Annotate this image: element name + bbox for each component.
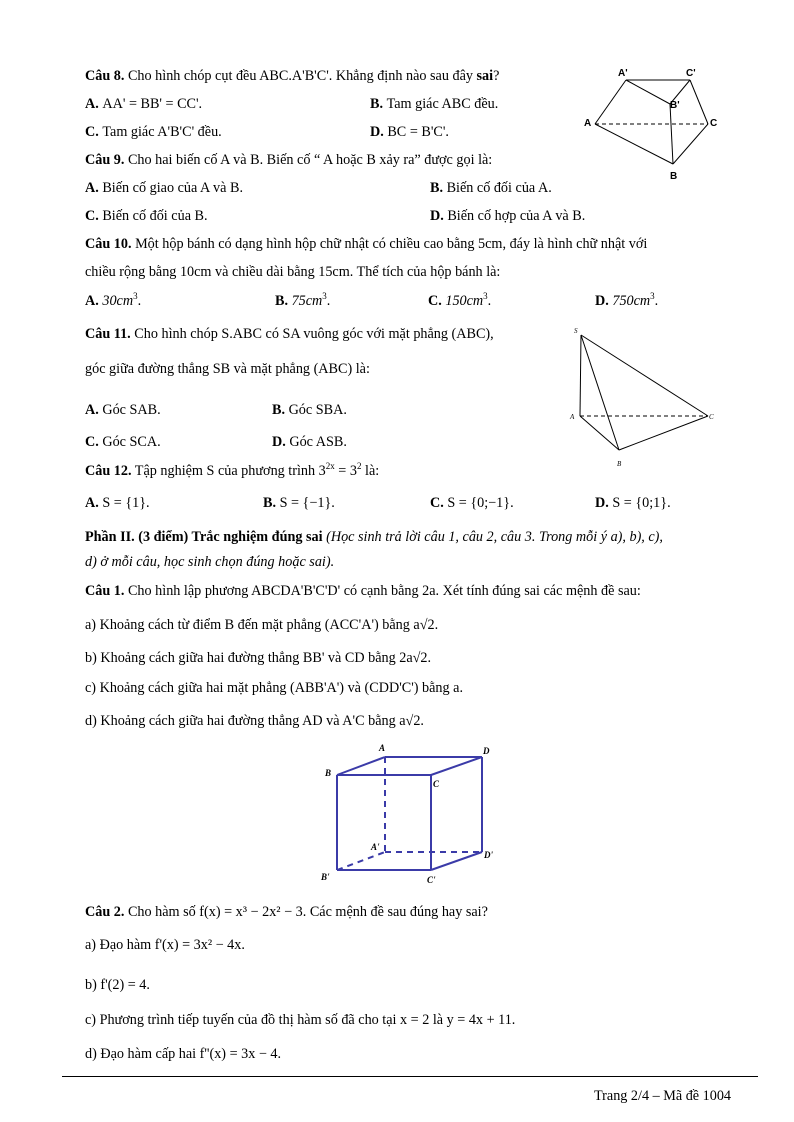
q10-c-text: 150cm [445,293,484,309]
cube-label-c1: C' [427,875,436,885]
q9-option-d: D. Biến cố hợp của A và B. [430,208,586,224]
q9-stem [85,151,492,169]
q10-option-a: A. $30cm^3$. [85,291,142,309]
pyramid-figure [565,323,725,471]
part2-note2: d) ở mỗi câu, học sinh chọn đúng hoặc sai). [85,554,335,570]
q8-a-text: AA' = BB' = CC'. [102,96,203,112]
q12-option-b: B. S = {−1}. [263,495,335,511]
cube-label-d1: D' [484,850,493,860]
frustum-label-a1: A' [618,68,628,79]
q11-stem-line2: góc giữa đường thẳng SB và mặt phẳng (ABC) là: [85,361,370,377]
q12-option-c: C. S = {0;−1}. [430,495,514,511]
pyramid-label-b: B [617,460,622,468]
q10-a-text: 30cm [102,293,134,309]
q12-option-d: D. S = {0;1}. [595,495,671,511]
q11-option-c: C. Góc SCA. [85,434,161,450]
q12-option-a: A. S = {1}. [85,495,150,511]
q11-text1: Cho hình chóp S.ABC có SA vuông góc với mặt phẳng (ABC), [130,326,494,342]
p1-item-b: b) Khoảng cách giữa hai đường thẳng BB' và CD bằng 2a√2. [85,650,432,666]
q12-exp2: 2 [356,461,362,471]
frustum-figure [580,62,730,187]
p2-item-c: c) Phương trình tiếp tuyến của đồ thị hàm số đã cho tại x = 2 là y = 4x + 11. [85,1012,516,1028]
q12-a-text: S = {1}. [102,495,150,511]
footer-page-info: Trang 2/4 – Mã đề 1004 [594,1088,732,1104]
frustum-label-b: B [670,171,678,182]
q9-option-b: B. Biến cố đối của A. [430,180,552,196]
p2-item-a: a) Đạo hàm f'(x) = 3x² − 4x. [85,937,245,953]
cube-label-a: A [379,743,386,753]
q9-d-text: Biến cố hợp của A và B. [447,208,586,224]
p1-stem [85,582,641,600]
q8-qmark: ? [493,68,500,84]
q9-a-text: Biến cố giao của A và B. [102,180,244,196]
cube-label-a1: A' [371,842,380,852]
q12-text-c: là: [361,463,380,479]
p1-item-c: c) Khoảng cách giữa hai mặt phẳng (ABB'A') và (CDD'C') bằng a. [85,680,464,696]
q11-option-a: A. Góc SAB. [85,402,161,418]
pyramid-svg [565,323,725,471]
frustum-label-c: C [710,118,718,129]
cube-label-b1: B' [321,872,330,882]
q8-title: Câu 8. [85,68,125,84]
q9-title: Câu 9. [85,152,125,168]
frustum-label-a: A [584,118,592,129]
frustum-label-c1: C' [686,68,696,79]
q11-b-text: Góc SBA. [288,402,347,418]
q10-title: Câu 10. [85,236,132,252]
q12-b-text: S = {−1}. [279,495,335,511]
q12-title: Câu 12. [85,463,132,479]
q8-b-text: Tam giác ABC đều. [386,96,499,112]
q11-stem-line1 [85,325,494,343]
q11-option-d: D. Góc ASB. [272,434,347,450]
frustum-label-b1: B' [670,100,680,111]
p2-text: Cho hàm số f(x) = x³ − 2x² − 3. Các mệnh đề sau đúng hay sai? [124,904,488,920]
q10-a-exp: 3 [133,291,138,301]
q10-text1: Một hộp bánh có dạng hình hộp chữ nhật có chiều cao bằng 5cm, đáy là hình chữ nhật với [131,236,648,252]
p1-text: Cho hình lập phương ABCDA'B'C'D' có cạnh bằng 2a. Xét tính đúng sai các mệnh đề sau: [124,583,641,599]
q10-option-b: B. $75cm^3$. [275,291,331,309]
q11-option-b: B. Góc SBA. [272,402,347,418]
q10-d-exp: 3 [650,291,655,301]
q9-option-a: A. Biến cố giao của A và B. [85,180,244,196]
q9-option-c: C. Biến cố đối của B. [85,208,208,224]
cube-figure [315,740,505,890]
p2-item-b: b) f'(2) = 4. [85,977,150,993]
q12-d-text: S = {0;1}. [612,495,671,511]
part2-note1: (Học sinh trả lời câu 1, câu 2, câu 3. Trong mỗi ý a), b), c), [322,529,663,545]
q10-d-text: 750cm [612,293,651,309]
q9-text: Cho hai biến cố A và B. Biến cố “ A hoặc B xảy ra” được gọi là: [124,152,493,168]
frustum-svg [580,62,730,187]
q8-sai: sai [476,68,494,84]
q12-text-a: Tập nghiệm S của phương trình 3 [131,463,326,479]
pyramid-label-a: A [570,413,575,421]
pyramid-label-c: C [709,413,714,421]
p2-stem [85,903,488,921]
q12-text-b: = 3 [334,463,357,479]
part2-title: Phần II. (3 điểm) Trắc nghiệm đúng sai [85,529,323,545]
q10-b-text: 75cm [291,293,323,309]
p2-title: Câu 2. [85,904,125,920]
q12-stem [85,462,379,480]
q11-d-text: Góc ASB. [289,434,347,450]
q8-d-text: BC = B'C'. [387,124,449,140]
q10-b-exp: 3 [322,291,327,301]
q9-c-text: Biến cố đối của B. [102,208,208,224]
p1-title: Câu 1. [85,583,125,599]
q8-option-d: D. BC = B'C'. [370,124,449,140]
cube-label-b: B [325,768,332,778]
p2-item-d: d) Đạo hàm cấp hai f''(x) = 3x − 4. [85,1046,282,1062]
cube-label-c: C [433,779,440,789]
part2-heading [85,528,663,546]
pyramid-label-s: S [574,327,578,335]
q11-c-text: Góc SCA. [102,434,161,450]
cube-label-d: D [483,746,490,756]
q11-title: Câu 11. [85,326,131,342]
q8-option-c: C. Tam giác A'B'C' đều. [85,124,222,140]
q10-stem-line2: chiều rộng bằng 10cm và chiều dài bằng 15cm. Thể tích của hộp bánh là: [85,264,501,280]
q11-a-text: Góc SAB. [102,402,161,418]
p1-item-d: d) Khoảng cách giữa hai đường thẳng AD và A'C bằng a√2. [85,713,424,729]
q8-option-a: A. AA' = BB' = CC'. [85,96,203,112]
q10-c-exp: 3 [483,291,488,301]
q10-stem-line1 [85,235,647,253]
q9-b-text: Biến cố đối của A. [446,180,552,196]
cube-svg [315,740,505,890]
q12-exp1: 2x [325,461,335,471]
q8-stem [85,67,499,85]
footer-divider [62,1076,758,1077]
q10-option-d: D. $750cm^3$. [595,291,659,309]
q12-c-text: S = {0;−1}. [447,495,514,511]
q8-option-b: B. Tam giác ABC đều. [370,96,499,112]
q8-text: Cho hình chóp cụt đều ABC.A'B'C'. Khẳng định nào sau đây [124,68,477,84]
p1-item-a: a) Khoảng cách từ điểm B đến mặt phẳng (ACC'A') bằng a√2. [85,617,439,633]
q8-c-text: Tam giác A'B'C' đều. [102,124,222,140]
q10-option-c: C. $150cm^3$. [428,291,492,309]
